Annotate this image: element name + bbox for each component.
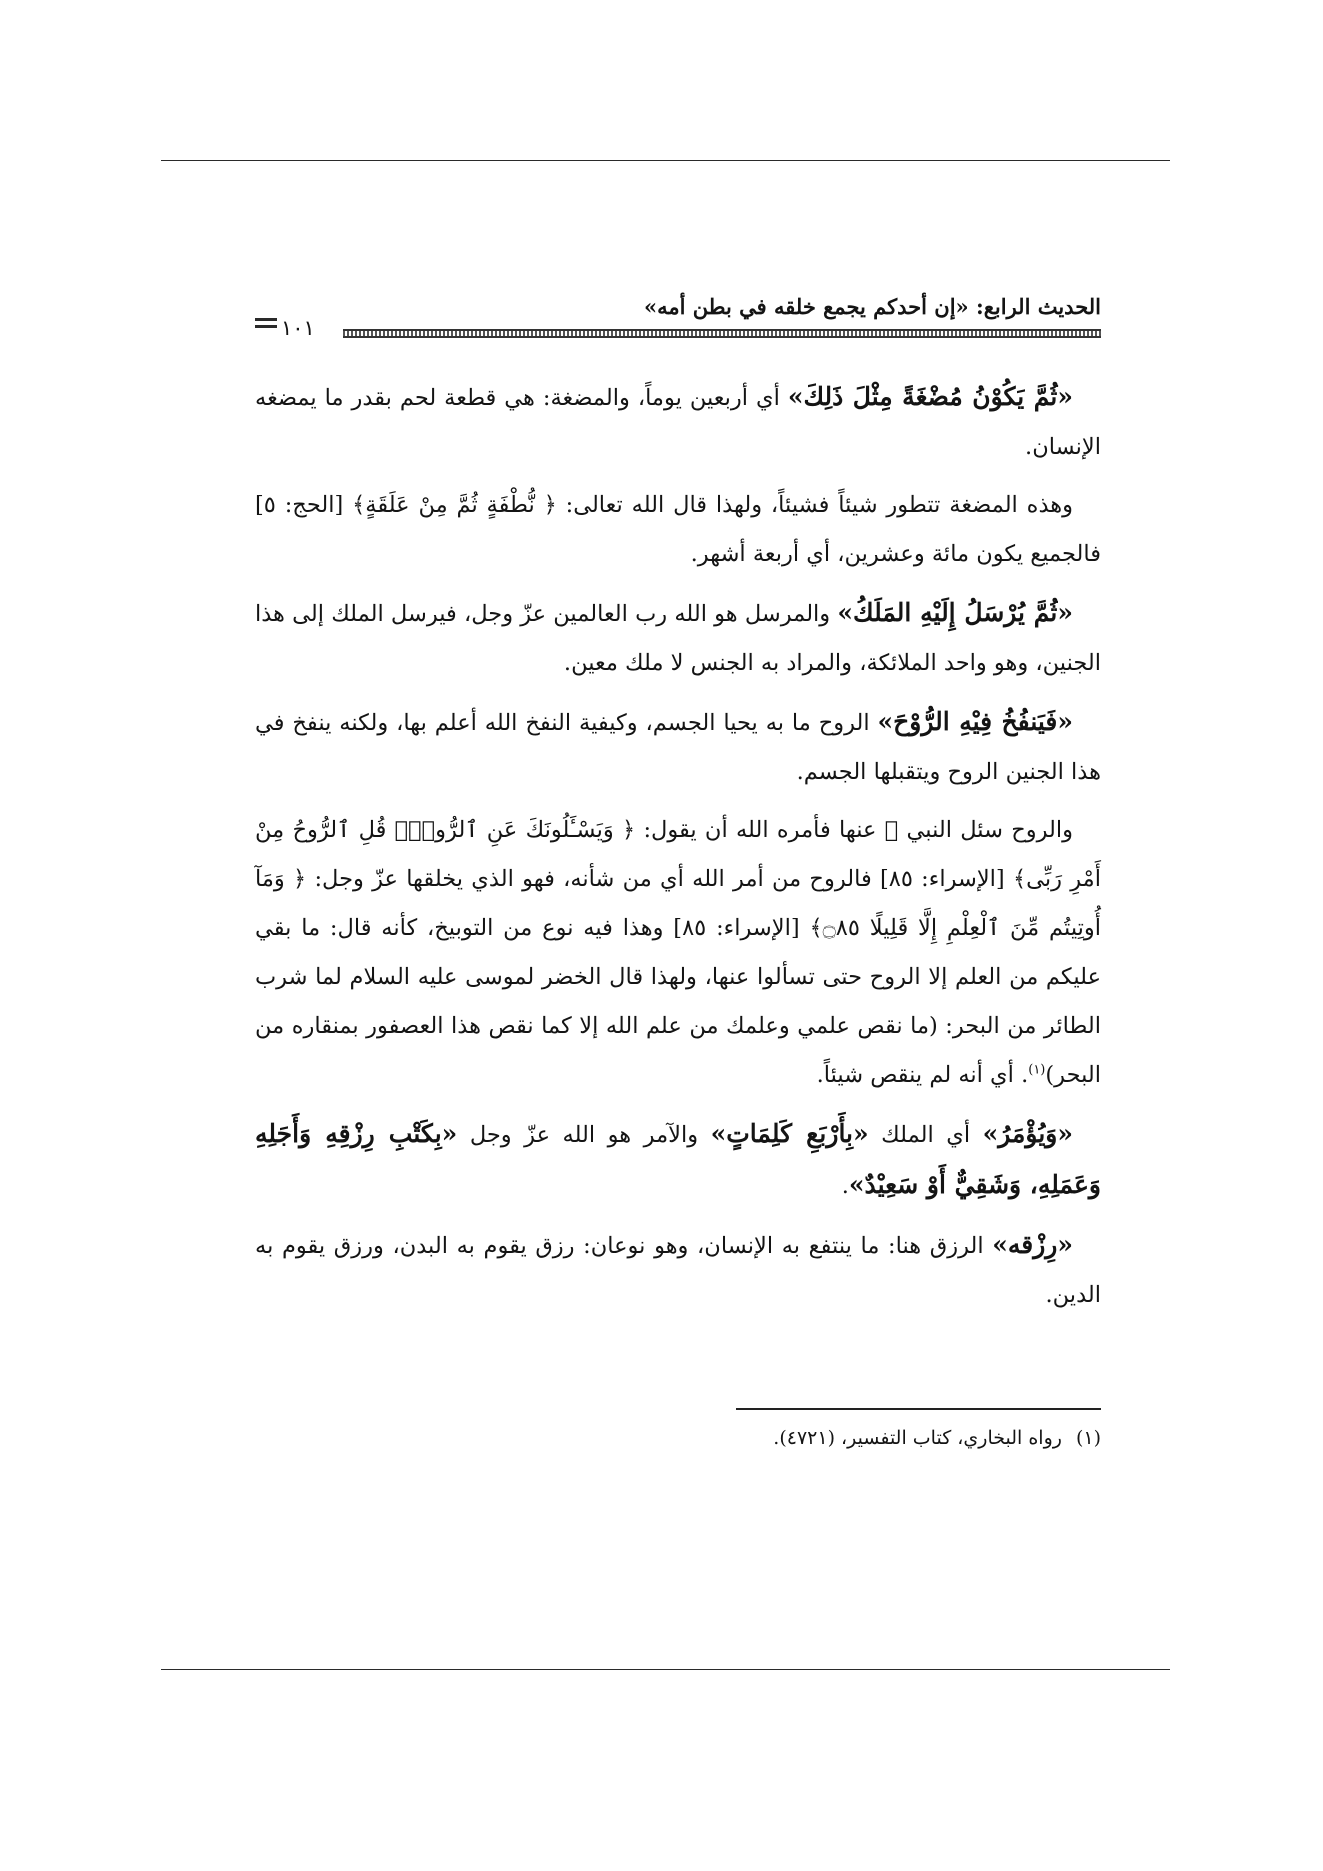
- footnote-text: رواه البخاري، كتاب التفسير، (٤٧٢١).: [773, 1427, 1062, 1449]
- hadith-quote: «فَيَنفُخُ فِيْهِ الرُّوْحَ»: [877, 707, 1073, 736]
- paragraph-5: [255, 806, 1101, 1100]
- paragraph-2: [255, 481, 1101, 579]
- paragraph-text: . أي أنه لم ينقص شيئاً.: [816, 1062, 1029, 1088]
- running-title: الحديث الرابع: «إن أحدكم يجمع خلقه في بطن أمه»: [644, 294, 1101, 319]
- paragraph-text: وهذه المضغة تتطور شيئاً فشيئاً، ولهذا قال الله تعالى:: [556, 492, 1073, 518]
- paragraph-3: [255, 588, 1101, 688]
- paragraph-text: والمرسل هو الله رب العالمين عزّ وجل، فيرسل الملك إلى هذا الجنين، وهو واحد الملائكة، والمراد به الجنس لا ملك معين.: [255, 601, 1101, 676]
- hadith-quote: «بِكَتْبِ رِزْقِهِ وَأَجَلِهِ وَعَمَلِهِ، وَشَقِيٌّ أَوْ سَعِيْدٌ»: [255, 1119, 1101, 1199]
- book-page: [255, 286, 1101, 1636]
- quran-verse: ﴿ وَمَآ أُوتِيتُم مِّنَ ٱلْعِلْمِ إِلَّا قَلِيلًا ۝٨٥﴾: [255, 866, 1101, 941]
- bottom-border-line: [161, 1669, 1170, 1670]
- hadith-quote: «وَيُؤْمَرُ»: [982, 1119, 1074, 1148]
- paragraph-7: [255, 1220, 1101, 1320]
- header-rule: [343, 329, 1101, 338]
- footnote-marker[interactable]: (١): [1028, 1062, 1046, 1078]
- footnote: [255, 1422, 1101, 1454]
- page-number-ornament: [255, 318, 277, 328]
- footnote-number: (١): [1075, 1427, 1101, 1449]
- paragraph-text: الرزق هنا: ما ينتفع به الإنسان، وهو نوعان: رزق يقوم به البدن، ورزق يقوم به الدين.: [255, 1233, 1101, 1308]
- body-text: [255, 372, 1101, 1329]
- hadith-quote: «رِزْقه»: [992, 1230, 1073, 1259]
- paragraph-text: [الحج: ٥] فالجميع يكون مائة وعشرين، أي أربعة أشهر.: [255, 492, 1101, 567]
- paragraph-text: أي أربعين يوماً، والمضغة: هي قطعة لحم بقدر ما يمضغه الإنسان.: [255, 385, 1101, 460]
- page-header: [255, 294, 1101, 340]
- top-border-line: [161, 160, 1170, 161]
- paragraph-text: والآمر هو الله عزّ وجل: [457, 1122, 711, 1148]
- paragraph-text: أي الملك: [868, 1122, 983, 1148]
- paragraph-text: [الإسراء: ٨٥] فالروح من أمر الله أي من شأنه، فهو الذي يخلقها عزّ وجل:: [306, 866, 1013, 892]
- hadith-quote: «بِأَرْبَعِ كَلِمَاتٍ»: [710, 1119, 869, 1148]
- footnote-separator: [736, 1408, 1101, 1410]
- hadith-quote: «ثُمَّ يُرْسَلُ إِلَيْهِ المَلَكُ»: [837, 598, 1073, 627]
- hadith-quote: «ثُمَّ يَكُوْنُ مُضْغَةً مِثْلَ ذَلِكَ»: [787, 382, 1074, 411]
- paragraph-6: [255, 1109, 1101, 1211]
- paragraph-text: [الإسراء: ٨٥] وهذا فيه نوع من التوبيخ، كأنه قال: ما بقي عليكم من العلم إلا الروح حتى تسألوا عنها، ولهذا قال الخضر لموسى عليه السلام لما شرب الطائر من البحر: (ما نقص علمي وعلمك من علم الله إلا كما نقص هذا العصفور بمنقاره من البحر): [255, 915, 1101, 1088]
- page-number: ١٠١: [281, 316, 315, 340]
- paragraph-text: والروح سئل النبي ﷺ عنها فأمره الله أن يقول:: [635, 817, 1073, 843]
- paragraph-1: [255, 372, 1101, 472]
- paragraph-text: الروح ما به يحيا الجسم، وكيفية النفخ الله أعلم بها، ولكنه ينفخ في هذا الجنين الروح ويتقبلها الجسم.: [255, 710, 1101, 785]
- paragraph-text: .: [841, 1173, 849, 1199]
- quran-verse: ﴿ نُّطْفَةٍ ثُمَّ مِنْ عَلَقَةٍ﴾: [352, 492, 557, 518]
- paragraph-4: [255, 697, 1101, 797]
- quran-verse: ﴿ وَيَسْـَٔلُونَكَ عَنِ ٱلرُّوحِۖ قُلِ ٱلرُّوحُ مِنْ أَمْرِ رَبِّى﴾: [255, 817, 1101, 892]
